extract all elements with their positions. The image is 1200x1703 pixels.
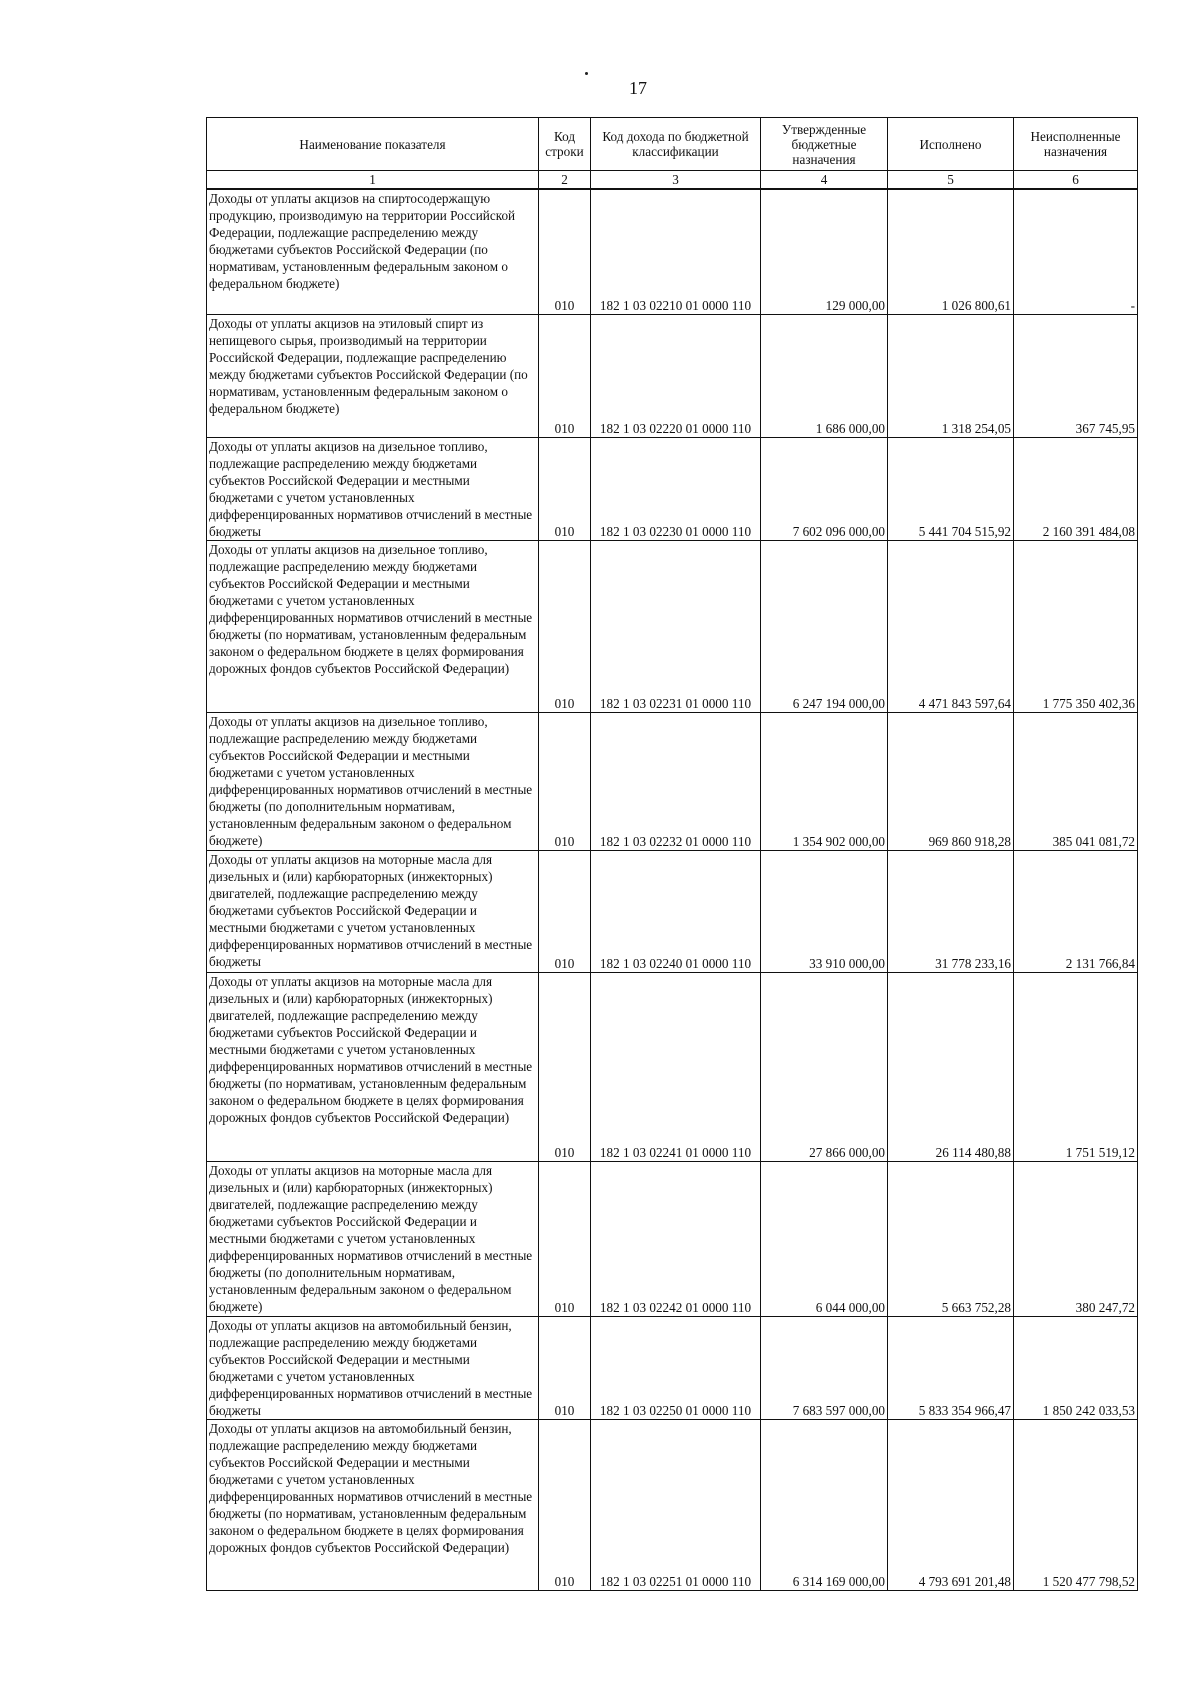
indicator-name: Доходы от уплаты акцизов на моторные масла для дизельных и (или) карбюраторных (инжекторных) двигателей, подлежащие распределению между бюджетами субъектов Российской Федерации и местными бюджетами с учетом установленных дифференцированных нормативов отчислений в местные бюджеты (по нормативам, установленным федеральным законом о федеральном бюджете в целях формирования дорожных фондов субъектов Российской Федерации) [207,972,539,1161]
line-code: 010 [539,1161,591,1316]
executed-amount: 5 833 354 966,47 [888,1316,1014,1419]
line-code: 010 [539,189,591,314]
indicator-name: Доходы от уплаты акцизов на дизельное топливо, подлежащие распределению между бюджетами субъектов Российской Федерации и местными бюджетами с учетом установленных дифференцированных нормативов отчислений в местные бюджеты (по нормативам, установленным федеральным законом о федеральном бюджете в целях формирования дорожных фондов субъектов Российской Федерации) [207,540,539,712]
unexecuted-amount: 367 745,95 [1014,314,1138,437]
budget-code: 182 1 03 02240 01 0000 110 [591,850,761,972]
budget-code: 182 1 03 02241 01 0000 110 [591,972,761,1161]
indicator-name: Доходы от уплаты акцизов на моторные масла для дизельных и (или) карбюраторных (инжекторных) двигателей, подлежащие распределению между бюджетами субъектов Российской Федерации и местными бюджетами с учетом установленных дифференцированных нормативов отчислений в местные бюджеты (по дополнительным нормативам, установленным федеральным законом о федеральном бюджете) [207,1161,539,1316]
unexecuted-amount: 1 850 242 033,53 [1014,1316,1138,1419]
unexecuted-amount: 1 520 477 798,52 [1014,1419,1138,1590]
executed-amount: 4 793 691 201,48 [888,1419,1014,1590]
revenue-table [206,117,1138,1591]
indicator-name: Доходы от уплаты акцизов на спиртосодержащую продукцию, производимую на территории Российской Федерации, подлежащие распределению между бюджетами субъектов Российской Федерации (по нормативам, установленным федеральным законом о федеральном бюджете) [207,189,539,314]
table-row [207,850,1138,972]
table-row [207,972,1138,1161]
column-number: 6 [1014,171,1138,190]
line-code: 010 [539,850,591,972]
unexecuted-amount: 385 041 081,72 [1014,712,1138,850]
line-code: 010 [539,1419,591,1590]
budget-code: 182 1 03 02232 01 0000 110 [591,712,761,850]
indicator-name: Доходы от уплаты акцизов на автомобильный бензин, подлежащие распределению между бюджетами субъектов Российской Федерации и местными бюджетами с учетом установленных дифференцированных нормативов отчислений в местные бюджеты [207,1316,539,1419]
scan-speck [585,72,588,75]
column-number: 3 [591,171,761,190]
executed-amount: 1 026 800,61 [888,189,1014,314]
table-row [207,540,1138,712]
header-executed: Исполнено [888,118,1014,171]
header-budget-classification-code: Код дохода по бюджетной классификации [591,118,761,171]
executed-amount: 31 778 233,16 [888,850,1014,972]
header-unexecuted-appropriations: Неисполненные назначения [1014,118,1138,171]
table-row [207,189,1138,314]
line-code: 010 [539,540,591,712]
approved-amount: 129 000,00 [761,189,888,314]
executed-amount: 26 114 480,88 [888,972,1014,1161]
approved-amount: 1 686 000,00 [761,314,888,437]
header-approved-appropriations: Утвержденные бюджетные назначения [761,118,888,171]
executed-amount: 4 471 843 597,64 [888,540,1014,712]
indicator-name: Доходы от уплаты акцизов на моторные масла для дизельных и (или) карбюраторных (инжекторных) двигателей, подлежащие распределению между бюджетами субъектов Российской Федерации и местными бюджетами с учетом установленных дифференцированных нормативов отчислений в местные бюджеты [207,850,539,972]
budget-code: 182 1 03 02250 01 0000 110 [591,1316,761,1419]
indicator-name: Доходы от уплаты акцизов на дизельное топливо, подлежащие распределению между бюджетами субъектов Российской Федерации и местными бюджетами с учетом установленных дифференцированных нормативов отчислений в местные бюджеты [207,437,539,540]
indicator-name: Доходы от уплаты акцизов на этиловый спирт из непищевого сырья, производимый на территории Российской Федерации, подлежащие распределению между бюджетами субъектов Российской Федерации (по нормативам, установленным федеральным законом о федеральном бюджете) [207,314,539,437]
indicator-name: Доходы от уплаты акцизов на автомобильный бензин, подлежащие распределению между бюджетами субъектов Российской Федерации и местными бюджетами с учетом установленных дифференцированных нормативов отчислений в местные бюджеты (по нормативам, установленным федеральным законом о федеральном бюджете в целях формирования дорожных фондов субъектов Российской Федерации) [207,1419,539,1590]
table-header-row [207,118,1138,171]
approved-amount: 7 683 597 000,00 [761,1316,888,1419]
header-indicator-name: Наименование показателя [207,118,539,171]
column-number: 5 [888,171,1014,190]
approved-amount: 27 866 000,00 [761,972,888,1161]
approved-amount: 6 247 194 000,00 [761,540,888,712]
budget-code: 182 1 03 02210 01 0000 110 [591,189,761,314]
page-number: 17 [629,78,647,98]
unexecuted-amount: 2 131 766,84 [1014,850,1138,972]
budget-code: 182 1 03 02251 01 0000 110 [591,1419,761,1590]
table-row [207,314,1138,437]
table-row [207,437,1138,540]
table-row [207,1419,1138,1590]
line-code: 010 [539,1316,591,1419]
line-code: 010 [539,972,591,1161]
approved-amount: 6 044 000,00 [761,1161,888,1316]
approved-amount: 6 314 169 000,00 [761,1419,888,1590]
column-number-row [207,171,1138,190]
table-row [207,712,1138,850]
approved-amount: 33 910 000,00 [761,850,888,972]
executed-amount: 5 441 704 515,92 [888,437,1014,540]
executed-amount: 1 318 254,05 [888,314,1014,437]
line-code: 010 [539,437,591,540]
column-number: 2 [539,171,591,190]
budget-code: 182 1 03 02242 01 0000 110 [591,1161,761,1316]
indicator-name: Доходы от уплаты акцизов на дизельное топливо, подлежащие распределению между бюджетами субъектов Российской Федерации и местными бюджетами с учетом установленных дифференцированных нормативов отчислений в местные бюджеты (по дополнительным нормативам, установленным федеральным законом о федеральном бюджете) [207,712,539,850]
column-number: 1 [207,171,539,190]
unexecuted-amount: 1 775 350 402,36 [1014,540,1138,712]
budget-code: 182 1 03 02230 01 0000 110 [591,437,761,540]
header-line-code: Код строки [539,118,591,171]
approved-amount: 7 602 096 000,00 [761,437,888,540]
approved-amount: 1 354 902 000,00 [761,712,888,850]
column-number: 4 [761,171,888,190]
unexecuted-amount: 380 247,72 [1014,1161,1138,1316]
table-row [207,1316,1138,1419]
budget-code: 182 1 03 02220 01 0000 110 [591,314,761,437]
budget-code: 182 1 03 02231 01 0000 110 [591,540,761,712]
executed-amount: 5 663 752,28 [888,1161,1014,1316]
unexecuted-amount: 1 751 519,12 [1014,972,1138,1161]
executed-amount: 969 860 918,28 [888,712,1014,850]
table-row [207,1161,1138,1316]
unexecuted-amount: 2 160 391 484,08 [1014,437,1138,540]
line-code: 010 [539,314,591,437]
line-code: 010 [539,712,591,850]
unexecuted-amount: - [1014,189,1138,314]
